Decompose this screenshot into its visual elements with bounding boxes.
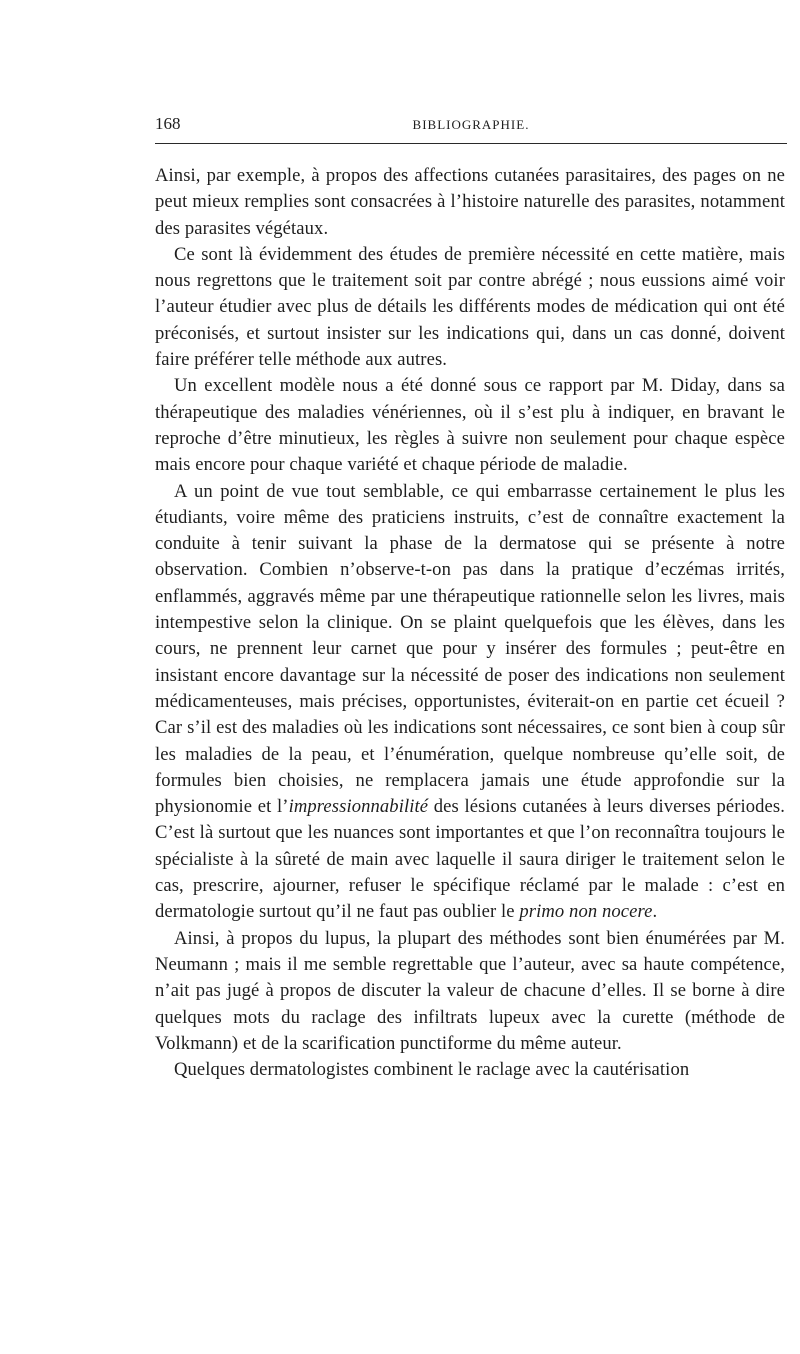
paragraph-6: Quelques dermatologistes combinent le raclage avec la cautérisation (174, 1059, 690, 1081)
paragraph-3: Un excellent modèle nous a été donné sous ce rapport par M. Diday, dans sa thérapeutique des maladies vénériennes, où il s’est plu à indiquer, en bravant le reproche d’être minutieux, les règles à suivre non seulement pour chaque espèce mais encore pour chaque variété et chaque période de maladie. (155, 375, 785, 476)
page-header (155, 114, 787, 138)
paragraph-4-text-after: . (652, 901, 658, 923)
body-text (155, 163, 785, 1083)
italic-primo-non-nocere: primo non nocere (519, 901, 653, 923)
page-number: 168 (155, 114, 181, 133)
running-title: BIBLIOGRAPHIE. (412, 117, 530, 132)
paragraph-4-text-before: A un point de vue tout semblable, ce qui embarrasse certainement le plus les étudiants, voire même des praticiens instruits, c’est de connaître exactement la conduite à tenir suivant la phase de la dermatose qui se présente à notre observation. Combien n’observe-t-on pas dans la pratique d’eczémas irrités, enflammés, aggravés même par une thérapeutique rationnelle selon les livres, mais intempestive selon la clinique. On se plaint quelquefois que les élèves, dans les cours, ne prennent leur carnet que pour y insérer des formules ; peut-être en insistant encore davantage sur la nécessité de poser des indications non seulement médicamenteuses, mais précises, opportunistes, éviterait-on en partie cet écueil ? Car s’il est des maladies où les indications sont nécessaires, ce sont bien à coup sûr les maladies de la peau, et l’énumération, quelque nombreuse qu’elle soit, de formules bien choisies, ne remplacera jamais une étude approfondie sur la physionomie et l’ (155, 480, 785, 818)
italic-impressionnabilite: impressionnabilité (288, 796, 429, 818)
header-rule (155, 143, 787, 144)
paragraph-2: Ce sont là évidemment des études de première nécessité en cette matière, mais nous regrettons que le traitement soit par contre abrégé ; nous eussions aimé voir l’auteur étudier avec plus de détails les différents modes de médication qui ont été préconisés, et surtout insister sur les indications qui, dans un cas donné, doivent faire préférer telle méthode aux autres. (155, 243, 785, 371)
paragraph-5: Ainsi, à propos du lupus, la plupart des méthodes sont bien énumérées par M. Neumann ; mais il me semble regrettable que l’auteur, avec sa haute compétence, n’ait pas jugé à propos de discuter la valeur de chacune d’elles. Il se borne à dire quelques mots du raclage des infiltrats lupeux avec la curette (méthode de Volkmann) et de la scarification punctiforme du même auteur. (155, 927, 785, 1054)
paragraph-1: Ainsi, par exemple, à propos des affections cutanées parasitaires, des pages on ne peut mieux remplies sont consacrées à l’histoire naturelle des parasites, notamment des parasites végétaux. (155, 165, 785, 239)
paragraph-4-text-middle: des lésions cutanées à leurs diverses périodes. C’est là surtout que les nuances sont importantes et que l’on reconnaîtra toujours le spécialiste à la sûreté de main avec laquelle il saura diriger le traitement selon le cas, prescrire, ajourner, refuser le spécifique réclamé par le malade : c’est en dermatologie surtout qu’il ne faut pas oublier le (155, 796, 785, 923)
paragraph-4 (155, 479, 785, 926)
